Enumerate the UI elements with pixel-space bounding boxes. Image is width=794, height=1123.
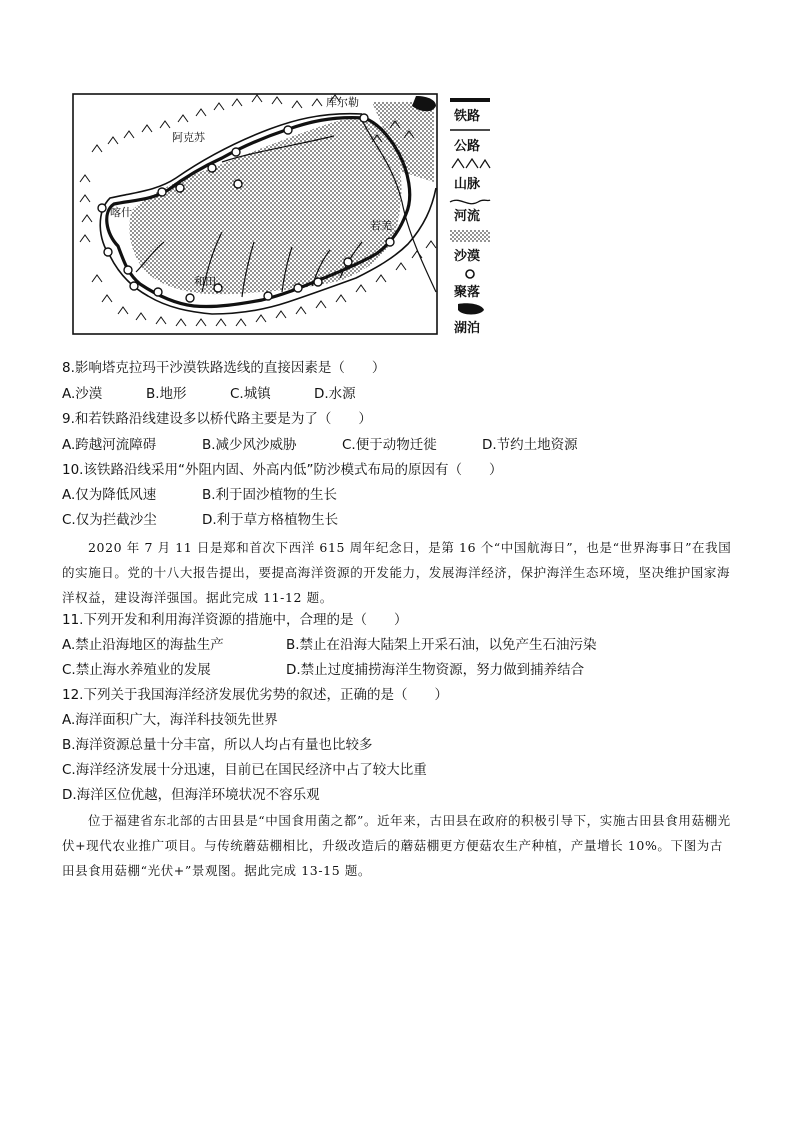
desert-symbol <box>450 230 490 242</box>
q8-option-d: D.水源 <box>314 386 356 402</box>
legend-mountain-label: 山脉 <box>454 177 481 192</box>
passage-2-text: 位于福建省东北部的古田县是“中国食用菌之都”。近年来，古田县在政府的积极引导下，实施古田县食用菇棚光伏+现代农业推广项目。与传统蘑菇棚相比，升级改造后的蘑菇棚更方便菇农生产种植，产量增长 10%。下图为古田县食用菇棚“光伏+”景观图。据此完成 13-15 题。 <box>62 813 731 878</box>
q10-option-d: D.利于草方格植物生长 <box>202 512 339 528</box>
question-9-stem: 9.和若铁路沿线建设多以桥代路主要是为了（ ） <box>62 411 372 427</box>
legend-desert-label: 沙漠 <box>454 249 481 264</box>
question-10-stem: 10.该铁路沿线采用“外阻内固、外高内低”防沙模式布局的原因有（ ） <box>62 462 503 478</box>
legend-river-label: 河流 <box>454 209 481 224</box>
railway-symbol <box>450 98 490 102</box>
place-kashi: 喀什 <box>110 206 132 219</box>
settlement-symbol <box>466 270 474 278</box>
q12-option-b: B.海洋资源总量十分丰富，所以人均占有量也比较多 <box>62 737 373 753</box>
question-8-stem: 8.影响塔克拉玛干沙漠铁路选线的直接因素是（ ） <box>62 360 386 376</box>
q12-option-c: C.海洋经济发展十分迅速，目前已在国民经济中占了较大比重 <box>62 762 427 778</box>
q9-option-d: D.节约土地资源 <box>482 437 578 453</box>
place-ruoqiang: 若羌 <box>370 219 392 232</box>
q8-option-a: A.沙漠 <box>62 386 103 402</box>
q11-option-b: B.禁止在沿海大陆架上开采石油，以免产生石油污染 <box>286 637 597 653</box>
passage-1-text: 2020 年 7 月 11 日是郑和首次下西洋 615 周年纪念日，是第 16 个“中国航海日”，也是“世界海事日”在我国的实施日。党的十八大报告提出，要提高海洋资源的开发能力，发展海洋经济，保护海洋生态环境，坚决维护国家海洋权益，建设海洋强国。据此完成 11-12 题。 <box>62 540 732 605</box>
q9-option-a: A.跨越河流障碍 <box>62 437 157 453</box>
q12-option-a: A.海洋面积广大，海洋科技领先世界 <box>62 712 278 728</box>
q11-option-d: D.禁止过度捕捞海洋生物资源，努力做到捕养结合 <box>286 662 585 678</box>
q10-option-c: C.仅为拦截沙尘 <box>62 512 157 528</box>
q8-option-b: B.地形 <box>146 386 187 402</box>
q11-option-a: A.禁止沿海地区的海盐生产 <box>62 637 224 653</box>
question-11-stem: 11.下列开发和利用海洋资源的措施中，合理的是（ ） <box>62 612 408 628</box>
question-12-stem: 12.下列关于我国海洋经济发展优劣势的叙述，正确的是（ ） <box>62 687 448 703</box>
q9-option-b: B.减少风沙威胁 <box>202 437 297 453</box>
mountain-symbol <box>452 159 490 168</box>
place-akesu: 阿克苏 <box>172 131 205 144</box>
lake-symbol <box>458 303 484 314</box>
q9-option-c: C.便于动物迁徙 <box>342 437 437 453</box>
legend-settlement-label: 聚落 <box>454 285 481 300</box>
q8-option-c: C.城镇 <box>230 386 271 402</box>
legend-railway-label: 铁路 <box>454 109 481 124</box>
place-kuerle: 库尔勒 <box>326 96 359 109</box>
place-hetian: 和田 <box>194 275 216 288</box>
passage-navigation-day <box>62 535 732 610</box>
passage-gutian-mushroom <box>62 808 732 883</box>
legend-lake-label: 湖泊 <box>454 321 481 336</box>
q11-option-c: C.禁止海水养殖业的发展 <box>62 662 211 678</box>
tarim-railway-map <box>72 92 492 338</box>
legend-road-label: 公路 <box>454 139 481 154</box>
map-legend <box>450 98 490 336</box>
q10-option-a: A.仅为降低风速 <box>62 487 157 503</box>
river-symbol <box>450 200 490 204</box>
q10-option-b: B.利于固沙植物的生长 <box>202 487 338 503</box>
q12-option-d: D.海洋区位优越，但海洋环境状况不容乐观 <box>62 787 320 803</box>
